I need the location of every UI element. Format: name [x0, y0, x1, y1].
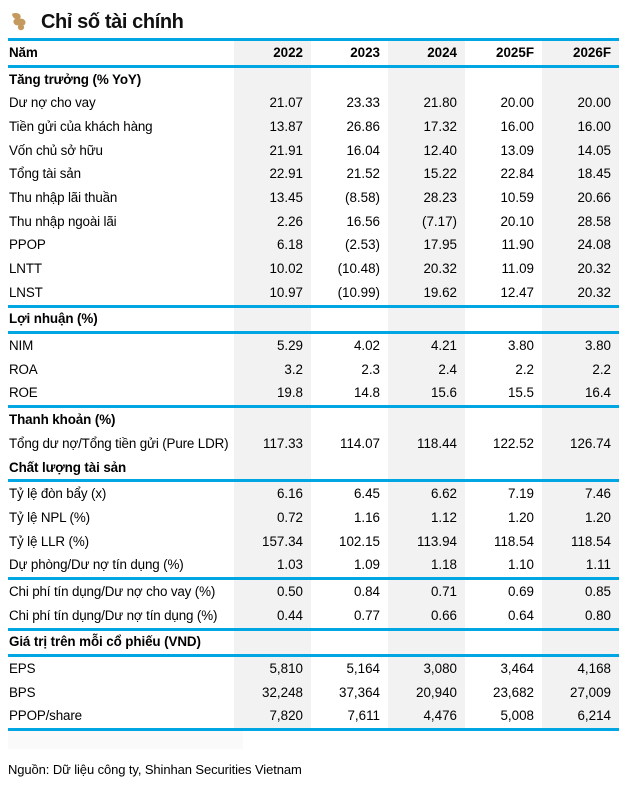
- value-cell: [542, 66, 619, 91]
- value-cell: 5.29: [276, 338, 303, 354]
- section-row: [8, 407, 619, 432]
- year-header-2024: 2024: [388, 40, 465, 67]
- value-cell: 22.84: [500, 166, 534, 182]
- value-cell: 0.77: [311, 604, 388, 629]
- value-cell: 4.02: [353, 338, 380, 354]
- table-row: [8, 115, 619, 139]
- value-cell: 118.54: [494, 533, 534, 549]
- value-cell: [388, 66, 465, 91]
- table-row: [8, 139, 619, 163]
- value-cell: 22.91: [269, 166, 303, 182]
- table-row: [8, 681, 619, 705]
- table-row: [8, 257, 619, 281]
- value-cell: [542, 407, 619, 432]
- value-cell: 4,168: [577, 661, 611, 676]
- value-cell: 102.15: [339, 533, 380, 549]
- value-cell: 20.32: [577, 261, 611, 276]
- value-cell: 5,008: [465, 705, 542, 730]
- value-cell: 37,364: [339, 684, 380, 700]
- page-title: Chỉ số tài chính: [41, 10, 184, 33]
- row-label: Tỷ lệ đòn bẩy (x): [9, 486, 107, 502]
- value-cell: 1.18: [388, 553, 465, 578]
- value-cell: [465, 306, 542, 333]
- value-cell: 118.54: [571, 533, 611, 549]
- value-cell: 1.03: [234, 553, 311, 578]
- value-cell: 6.62: [430, 486, 457, 502]
- value-cell: 1.16: [353, 509, 380, 525]
- value-cell: 2.26: [276, 213, 303, 229]
- value-cell: [311, 407, 388, 432]
- value-cell: 2.4: [438, 361, 457, 377]
- value-cell: 21.80: [423, 95, 457, 111]
- value-cell: 21.52: [346, 166, 380, 182]
- value-cell: 18.45: [577, 166, 611, 182]
- source-note: Nguồn: Dữ liệu công ty, Shinhan Securities Vietnam: [8, 762, 302, 778]
- table-row: [8, 432, 619, 456]
- value-cell: 16.00: [577, 118, 611, 134]
- value-cell: 28.58: [577, 213, 611, 229]
- value-cell: 20.32: [542, 281, 619, 306]
- table-row: [8, 333, 619, 358]
- value-cell: [465, 629, 542, 656]
- value-cell: 0.72: [276, 509, 303, 525]
- row-label: Tỷ lệ LLR (%): [9, 533, 89, 549]
- row-label: BPS: [9, 684, 36, 700]
- year-header-row: [8, 40, 619, 67]
- value-cell: 126.74: [570, 435, 611, 451]
- value-cell: [234, 629, 311, 656]
- value-cell: 4.21: [430, 338, 457, 354]
- value-cell: 11.09: [501, 261, 534, 276]
- row-label: Tỷ lệ NPL (%): [9, 509, 90, 525]
- value-cell: 118.44: [417, 435, 457, 451]
- value-cell: [311, 456, 388, 481]
- value-cell: [465, 66, 542, 91]
- value-cell: 0.64: [465, 604, 542, 629]
- section-row: [8, 66, 619, 91]
- value-cell: 13.45: [269, 189, 303, 205]
- value-cell: 10.97: [234, 281, 311, 306]
- section-row: [8, 306, 619, 333]
- value-cell: 6.16: [276, 486, 303, 502]
- value-cell: 7,820: [234, 705, 311, 730]
- value-cell: 3.80: [584, 338, 611, 354]
- table-body: [8, 66, 619, 730]
- row-label: Giá trị trên mỗi cổ phiếu (VND): [8, 629, 234, 656]
- value-cell: 15.22: [423, 166, 457, 182]
- value-cell: (10.48): [337, 261, 380, 276]
- row-label: PPOP: [9, 237, 46, 253]
- value-cell: 5,810: [269, 661, 303, 676]
- value-cell: 16.56: [346, 213, 380, 229]
- year-header-label: Năm: [8, 40, 234, 67]
- row-label: Chi phí tín dụng/Dư nợ cho vay (%): [9, 583, 216, 599]
- value-cell: 21.07: [269, 95, 303, 111]
- value-cell: 3.80: [507, 338, 534, 354]
- value-cell: 15.6: [388, 382, 465, 407]
- table-row: [8, 553, 619, 578]
- row-label: Chi phí tín dụng/Dư nợ tín dụng (%): [8, 604, 234, 629]
- table-row: [8, 705, 619, 730]
- year-header-2025f: 2025F: [465, 40, 542, 67]
- value-cell: 0.85: [584, 583, 611, 599]
- value-cell: [465, 456, 542, 481]
- value-cell: 0.69: [507, 583, 534, 599]
- value-cell: [542, 629, 619, 656]
- value-cell: [465, 407, 542, 432]
- value-cell: 1.10: [465, 553, 542, 578]
- value-cell: 114.07: [340, 435, 380, 451]
- value-cell: 21.91: [269, 142, 303, 158]
- value-cell: 1.12: [430, 509, 457, 525]
- table-row: [8, 656, 619, 681]
- value-cell: 17.95: [423, 237, 457, 253]
- report-header: [0, 0, 627, 38]
- value-cell: 2.3: [361, 361, 380, 377]
- value-cell: 157.34: [262, 533, 303, 549]
- value-cell: 122.52: [493, 435, 534, 451]
- value-cell: 14.8: [311, 382, 388, 407]
- table-row: [8, 186, 619, 210]
- value-cell: 27,009: [570, 684, 611, 700]
- value-cell: 28.23: [423, 189, 457, 205]
- value-cell: 20.66: [577, 189, 611, 205]
- value-cell: 11.90: [501, 237, 534, 253]
- value-cell: [542, 456, 619, 481]
- table-row: [8, 358, 619, 382]
- value-cell: 6.45: [353, 486, 380, 502]
- value-cell: 0.80: [542, 604, 619, 629]
- value-cell: 20.10: [500, 213, 534, 229]
- row-label: PPOP/share: [8, 705, 234, 730]
- value-cell: 23.33: [346, 95, 380, 111]
- financial-indicators-table: [8, 38, 619, 731]
- row-label: ROA: [9, 361, 38, 377]
- value-cell: (2.53): [345, 237, 380, 253]
- value-cell: 12.40: [423, 142, 457, 158]
- row-label: Thu nhập ngoài lãi: [9, 213, 117, 229]
- value-cell: 14.05: [577, 142, 611, 158]
- value-cell: 5,164: [346, 661, 380, 676]
- value-cell: (7.17): [422, 213, 457, 229]
- row-label: Tổng tài sản: [9, 166, 81, 182]
- table-row: [8, 530, 619, 554]
- value-cell: 117.33: [263, 435, 303, 451]
- value-cell: 19.62: [388, 281, 465, 306]
- value-cell: 16.00: [500, 118, 534, 134]
- table-row: [8, 506, 619, 530]
- value-cell: [234, 456, 311, 481]
- value-cell: 0.50: [276, 583, 303, 599]
- value-cell: 2.2: [515, 361, 534, 377]
- row-label: Tiền gửi của khách hàng: [9, 118, 153, 134]
- value-cell: 24.08: [577, 237, 611, 253]
- value-cell: 6,214: [542, 705, 619, 730]
- value-cell: 20.00: [500, 95, 534, 111]
- row-label: Dự phòng/Dư nợ tín dụng (%): [8, 553, 234, 578]
- value-cell: 23,682: [493, 684, 534, 700]
- value-cell: 0.44: [234, 604, 311, 629]
- value-cell: 1.11: [542, 553, 619, 578]
- section-row: [8, 456, 619, 481]
- row-label: Tăng trưởng (% YoY): [9, 71, 142, 87]
- shinhan-logo-icon: [8, 11, 32, 33]
- value-cell: 4,476: [388, 705, 465, 730]
- value-cell: [311, 66, 388, 91]
- table-row: [8, 481, 619, 506]
- value-cell: [234, 66, 311, 91]
- row-label: Thanh khoản (%): [9, 412, 116, 428]
- table-row: [8, 382, 619, 407]
- value-cell: [311, 629, 388, 656]
- value-cell: 17.32: [423, 118, 457, 134]
- stripe-tail-decoration: [8, 731, 243, 749]
- value-cell: 32,248: [262, 684, 303, 700]
- value-cell: 3,080: [423, 661, 457, 676]
- table-row: [8, 604, 619, 629]
- row-label: LNTT: [9, 261, 42, 276]
- value-cell: [388, 407, 465, 432]
- value-cell: 20,940: [416, 684, 457, 700]
- table-row: [8, 162, 619, 186]
- value-cell: 26.86: [346, 118, 380, 134]
- value-cell: 3.2: [284, 361, 303, 377]
- row-label: NIM: [9, 338, 34, 354]
- value-cell: 1.20: [507, 509, 534, 525]
- table-row: [8, 210, 619, 234]
- year-header-2023: 2023: [311, 40, 388, 67]
- value-cell: 113.94: [417, 533, 457, 549]
- value-cell: 12.47: [465, 281, 542, 306]
- row-label: Chất lượng tài sản: [8, 456, 234, 481]
- value-cell: [311, 306, 388, 333]
- value-cell: 16.4: [542, 382, 619, 407]
- row-label: EPS: [9, 661, 36, 676]
- year-header-2022: 2022: [234, 40, 311, 67]
- value-cell: [388, 456, 465, 481]
- value-cell: 7,611: [311, 705, 388, 730]
- row-label: ROE: [8, 382, 234, 407]
- value-cell: 6.18: [276, 237, 303, 253]
- value-cell: 2.2: [592, 361, 611, 377]
- value-cell: 13.87: [269, 118, 303, 134]
- value-cell: 10.59: [500, 189, 534, 205]
- row-label: Thu nhập lãi thuần: [9, 189, 118, 205]
- value-cell: 19.8: [234, 382, 311, 407]
- table-row: [8, 91, 619, 115]
- value-cell: 13.09: [500, 142, 534, 158]
- value-cell: [388, 306, 465, 333]
- value-cell: [234, 306, 311, 333]
- value-cell: [234, 407, 311, 432]
- value-cell: (8.58): [345, 189, 380, 205]
- value-cell: 20.32: [423, 261, 457, 276]
- table-row: [8, 579, 619, 604]
- value-cell: 7.19: [507, 486, 534, 502]
- section-row: [8, 629, 619, 656]
- value-cell: 16.04: [346, 142, 380, 158]
- value-cell: 0.66: [388, 604, 465, 629]
- row-label: Vốn chủ sở hữu: [9, 142, 103, 158]
- table-row: [8, 234, 619, 258]
- row-label: Tổng dư nợ/Tổng tiền gửi (Pure LDR): [9, 435, 229, 451]
- value-cell: [542, 306, 619, 333]
- value-cell: 1.09: [311, 553, 388, 578]
- value-cell: 15.5: [465, 382, 542, 407]
- table-row: [8, 281, 619, 306]
- value-cell: [388, 629, 465, 656]
- value-cell: 0.84: [353, 583, 380, 599]
- row-label: LNST: [8, 281, 234, 306]
- value-cell: 3,464: [500, 661, 534, 676]
- value-cell: 10.02: [269, 261, 303, 276]
- row-label: Dư nợ cho vay: [9, 95, 96, 111]
- value-cell: 20.00: [577, 95, 611, 111]
- year-header-2026f: 2026F: [542, 40, 619, 67]
- value-cell: 7.46: [584, 486, 611, 502]
- value-cell: 1.20: [584, 509, 611, 525]
- value-cell: (10.99): [311, 281, 388, 306]
- value-cell: 0.71: [430, 583, 457, 599]
- row-label: Lợi nhuận (%): [8, 306, 234, 333]
